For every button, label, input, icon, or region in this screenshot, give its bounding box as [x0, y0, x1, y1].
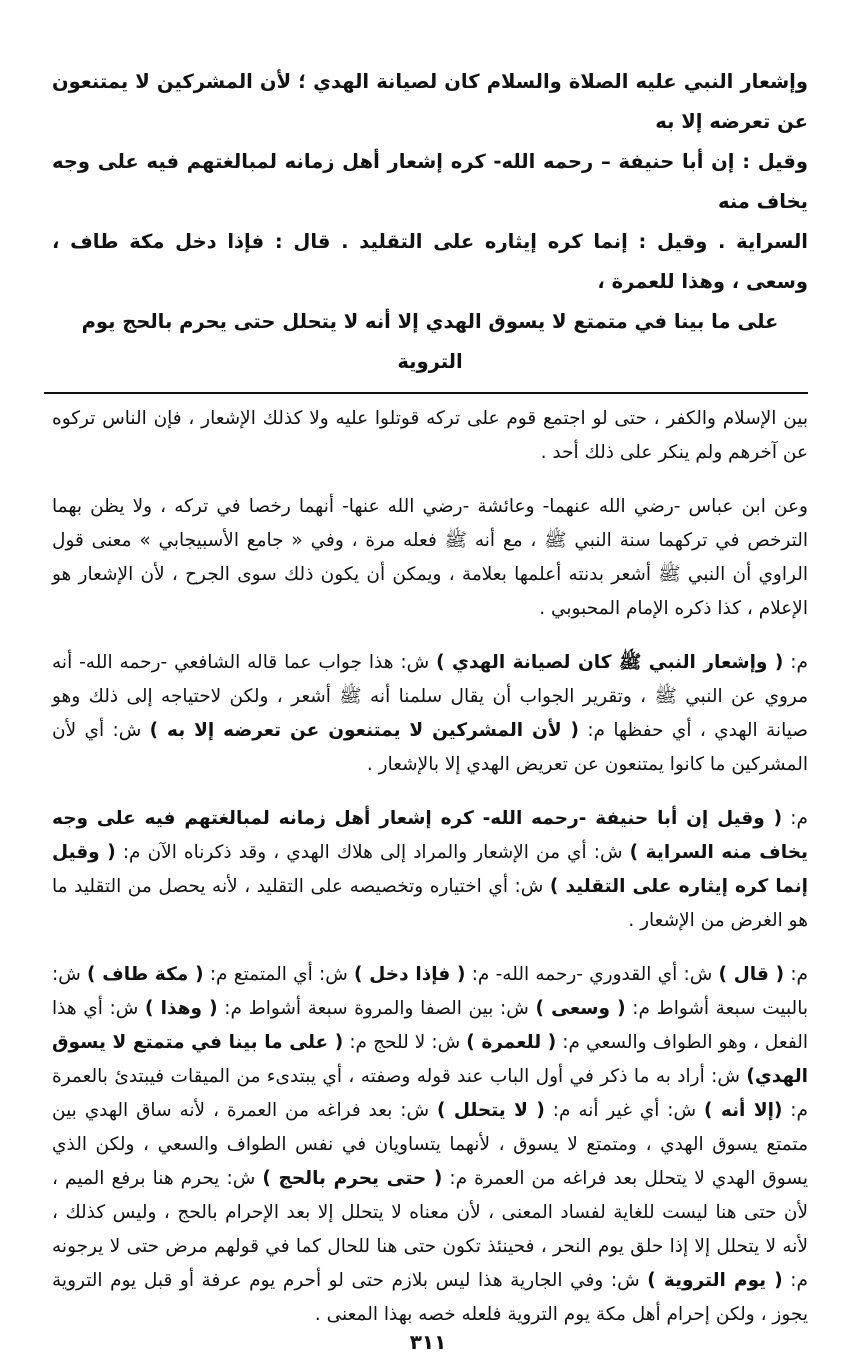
commentary-text: ش: أي القدوري -رحمه الله- م: — [465, 964, 719, 985]
matn-line: على ما بينا في متمتع لا يسوق الهدي إلا أنه لا يتحلل حتى يحرم بالحج يوم التروية — [81, 310, 779, 373]
main-text-matn — [52, 62, 808, 382]
commentary-text: ش: هذا جواب عما قاله الشافعي -رحمه الله- أنه مروي عن النبي ﷺ ، وتقرير الجواب أن يقال سلمنا أنه ﷺ أشعر ، ولكن لاحتياجه إلى ذلك وهو صيانة الهدي ، أي حفظها م: — [52, 652, 809, 741]
quoted-matn: ( وسعى ) — [535, 998, 626, 1019]
commentary-text: ش: أراد به ما ذكر في أول الباب عند قوله وصفته ، أي يبتدىء من الميقات فيبتدئ بالعمرة م: — [52, 1066, 808, 1121]
quoted-matn: ( لا يتحلل ) — [436, 1100, 545, 1121]
quoted-matn: ( وقيل إنما كره إيثاره على التقليد ) — [52, 842, 808, 897]
quoted-matn: ( يوم التروية ) — [647, 1270, 783, 1291]
commentary-paragraph: بين الإسلام والكفر ، حتى لو اجتمع قوم على تركه قوتلوا عليه ولا كذلك الإشعار ، فإن الناس تركوه عن آخرهم ولم ينكر على ذلك أحد . — [52, 408, 808, 463]
quoted-matn: (إلا أنه ) — [703, 1100, 783, 1121]
page-number: ٣١١ — [409, 1330, 447, 1354]
commentary-text: ش: يحرم هنا برفع الميم ، لأن حتى هنا ليست للغاية لفساد المعنى ، لأن معناه لا يتحلل إلا بعد الإحرام بالحج ، وليس كذلك ، لأنه لا يتحلل إلا إذا حلق يوم النحر ، فحينئذ تكون حتى هنا للحال كما في قولهم مرض حتى لا يرجونه م: — [52, 1168, 808, 1291]
commentary-text: ش: أي لأن المشركين ما كانوا يمتنعون عن تعريض الهدي إلا بالإشعار . — [52, 720, 808, 775]
separator-rule — [44, 392, 808, 394]
quoted-matn: ( قال ) — [718, 964, 785, 985]
commentary-paragraph — [52, 646, 808, 782]
commentary-text: ش: أي المتمتع م: — [203, 964, 354, 985]
commentary-text: ش: لا للحج م: — [343, 1032, 467, 1053]
commentary-sharh — [52, 402, 808, 1332]
quoted-matn: ( مكة طاف ) — [87, 964, 204, 985]
commentary-marker: م: — [784, 964, 809, 985]
commentary-paragraph — [52, 802, 808, 938]
matn-line: وإشعار النبي عليه الصلاة والسلام كان لصيانة الهدي ؛ لأن المشركين لا يمتنعون عن تعرضه إلا به — [52, 70, 808, 133]
quoted-matn: ( لأن المشركين لا يمتنعون عن تعرضه إلا به ) — [149, 720, 579, 741]
commentary-text: ش: بالبيت سبعة أشواط م: — [52, 964, 808, 1019]
quoted-matn: ( على ما بينا في متمتع لا يسوق الهدي) — [52, 1032, 808, 1087]
commentary-marker: م: — [782, 808, 808, 829]
quoted-matn: ( وقيل إن أبا حنيفة -رحمه الله- كره إشعار أهل زمانه لمبالغتهم فيه على وجه يخاف منه السراية ) — [52, 808, 808, 863]
quoted-matn: ( للعمرة ) — [466, 1032, 557, 1053]
commentary-paragraph: وعن ابن عباس -رضي الله عنهما- وعائشة -رضي الله عنها- أنهما رخصا في تركه ، ولا يظن بهما الترخص في تركهما سنة النبي ﷺ ، مع أنه ﷺ فعله مرة ، وفي « جامع الأسبيجابي » معنى قول الراوي أن النبي ﷺ أشعر بدنته أعلمها بعلامة ، ويمكن أن يكون ذلك سوى الجرح ، لأن الإشعار هو الإعلام ، كذا ذكره الإمام المحبوبي . — [52, 496, 808, 619]
quoted-matn: ( حتى يحرم بالحج ) — [262, 1168, 443, 1189]
matn-line: وقيل : إن أبا حنيفة – رحمه الله- كره إشعار أهل زمانه لمبالغتهم فيه على وجه يخاف منه — [52, 150, 808, 213]
quoted-matn: ( فإذا دخل ) — [354, 964, 466, 985]
commentary-text: ش: أي غير أنه م: — [544, 1100, 704, 1121]
commentary-paragraph — [52, 958, 808, 1332]
commentary-text: ش: أي هذا الفعل ، وهو الطواف والسعي م: — [52, 998, 808, 1053]
commentary-marker: م: — [783, 652, 808, 673]
matn-line: السراية . وقيل : إنما كره إيثاره على التقليد . قال : فإذا دخل مكة طاف ، وسعى ، وهذا للعمرة ، — [52, 230, 808, 293]
commentary-text: ش: بعد فراغه من العمرة ، لأنه ساق الهدي بين متمتع يسوق الهدي ، ومتمتع لا يسوق ، لأنهما يتساويان في نفس الطواف والسعي ، ولكن الذي يسوق الهدي لا يتحلل بعد فراغه من العمرة م: — [52, 1100, 808, 1189]
commentary-text: ش: أي اختياره وتخصيصه على التقليد ، لأنه يحصل من التقليد ما هو الغرض من الإشعار . — [52, 876, 808, 931]
commentary-text: ش: أي من الإشعار والمراد إلى هلاك الهدي ، وقد ذكرناه الآن م: — [115, 842, 630, 863]
commentary-text: ش: وفي الجارية هذا ليس بلازم حتى لو أحرم يوم عرفة أو قبل يوم التروية يجوز ، ولكن إحرام أهل مكة يوم التروية فلعله خصه بهذا المعنى . — [52, 1270, 808, 1325]
quoted-matn: ( وهذا ) — [144, 998, 218, 1019]
commentary-text: ش: بين الصفا والمروة سبعة أشواط م: — [217, 998, 536, 1019]
quoted-matn: ( وإشعار النبي ﷺ كان لصيانة الهدي ) — [436, 652, 784, 673]
